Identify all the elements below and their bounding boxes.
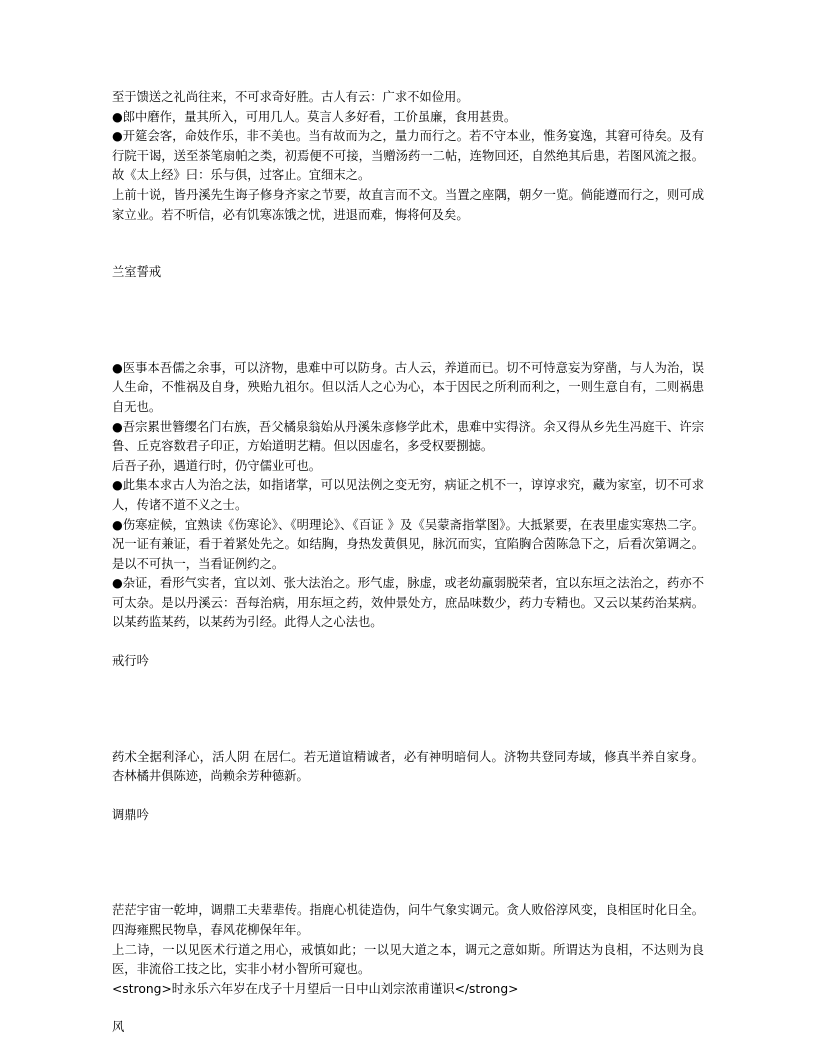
paragraph: 后吾子孙，遇道行时，仍守儒业可也。	[112, 458, 322, 473]
spacer	[112, 672, 704, 748]
spacer	[112, 225, 704, 263]
paragraph: 药术全据利泽心，活人阴 在居仁。若无道谊精诚者，必有神明暗伺人。济物共登同寿域，修真半养自家身。杏林橘井俱陈迹，尚赖余芳种德新。	[112, 749, 704, 784]
section-preface	[112, 88, 704, 225]
paragraph: ●医事本吾儒之余事，可以济物，患难中可以防身。古人云，养道而已。切不可恃意妄为穿凿，与人为治，误人生命，不惟祸及自身，殃贻九祖尔。但以活人之心为心，本于因民之所利而利之，一则生意自有，二则祸患自无也。	[112, 360, 704, 414]
paragraph: ●伤寒症候，宜熟读《伤寒论》、《明理论》、《百证 》及《吴蒙斋指掌图》。大抵紧要，在表里虚实寒热二字。况一证有兼证，看于着紧处先之。如结胸，身热发黄俱见，脉沉而实，宜陷胸合茵陈急下之，后看次第调之。是以不可执一，当看证例约之。	[112, 517, 704, 571]
paragraph: ●此集本求古人为治之法，如指诸掌，可以见法例之变无穷，病证之机不一，谆谆求究，藏为家室，切不可求人，传诸不道不义之士。	[112, 478, 704, 512]
paragraph: ●杂证，看形气实者，宜以刘、张大法治之。形气虚，脉虚，或老幼羸弱脱荣者，宜以东垣之法治之，药亦不可太杂。是以丹溪云：吾每治病，用东垣之药，效仲景处方，庶品味数少，药力专精也。又云以某药治某病。以某药监某药，以某药为引经。此得人之心法也。	[112, 576, 704, 630]
paragraph: ●吾宗累世簪缨名门右族，吾父橘泉翁始从丹溪朱彦修学此术，患难中实得济。余又得从乡先生冯庭干、许宗鲁、丘克容数君子印正，方始道明艺精。但以因虚名，多受权要捌摅。	[112, 419, 704, 454]
section-lanshi-shijie-body	[112, 359, 704, 633]
spacer	[112, 999, 704, 1018]
spacer	[112, 787, 704, 806]
section-tiaoding-yin-body	[112, 901, 704, 999]
paragraph: 上二诗，一以见医术行道之用心，戒慎如此；一以见大道之本，调元之意如斯。所谓达为良相，不达则为良医，非流俗工技之比，实非小材小智所可窥也。	[112, 942, 704, 977]
section-heading-jiexing-yin: 戒行吟	[112, 654, 149, 669]
document-body	[112, 88, 704, 1038]
section-heading-lanshi-shijie: 兰室誓戒	[112, 265, 162, 280]
spacer	[112, 825, 704, 901]
spacer	[112, 283, 704, 359]
section-heading-tiaoding-yin: 调鼎吟	[112, 807, 149, 822]
paragraph: ●郎中磨作，量其所入，可用几人。莫言人多好看，工价虽廉，食用甚贵。	[112, 109, 517, 124]
section-jiexing-yin-body	[112, 748, 704, 787]
section-heading-feng: 风	[112, 1020, 125, 1035]
spacer	[112, 633, 704, 652]
paragraph: 至于馈送之礼尚往来，不可求奇好胜。古人有云：广求不如俭用。	[112, 90, 469, 104]
paragraph: 茫茫宇宙一乾坤，调鼎工夫辈辈传。指鹿心机徒造伪，问牛气象实调元。贪人败俗淳风变，良相匡时化日全。四海雍熙民物阜，春风花柳保年年。	[112, 903, 704, 938]
paragraph: 上前十说，皆丹溪先生诲子修身齐家之节要，故直言而不文。当置之座隅，朝夕一览。倘能遵而行之，则可成家立业。若不听信，必有饥寒冻饿之忧，进退而难，悔将何及矣。	[112, 187, 704, 222]
paragraph: ●开筵会客，命妓作乐，非不美也。当有故而为之，量力而行之。若不守本业，惟务宴逸，其窘可待矣。及有行院干谒，送至茶笔扇帕之类，初焉便不可接，当赠汤药一二帖，连物回还，自然绝其后患，若图风流之报。故《太上经》曰：乐与俱，过客止。宜细末之。	[112, 129, 704, 183]
paragraph-signature: <strong>时永乐六年岁在戊子十月望后一日中山刘宗浓甫谨识</strong>	[112, 981, 519, 996]
